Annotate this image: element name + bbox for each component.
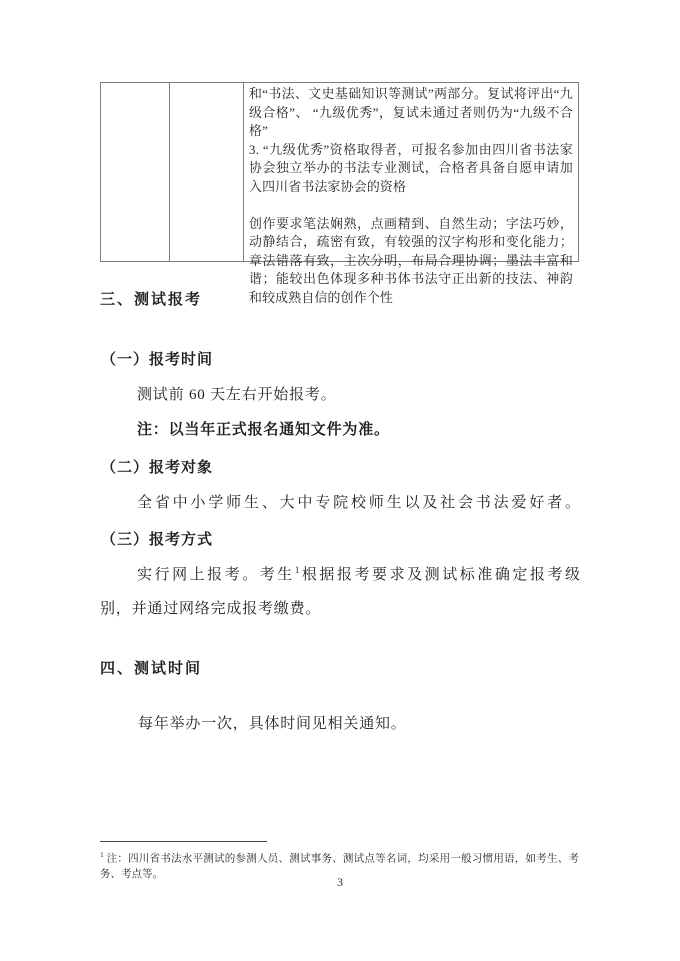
table-paragraph: 创作要求笔法娴熟，点画精到、自然生动；字法巧妙，动静结合，疏密有致，有较强的汉字构形和变化能力；章法错落有致，主次分明，布局合理协调；墨法丰富和谐；能较出色体现多种书体书法守正出新的技法、神韵和较成熟自信的创作个性	[249, 216, 573, 305]
table-cell-category	[170, 83, 244, 261]
body-text: 根据报考要求及测试标准确定报考级	[299, 567, 580, 583]
body-registration-method-line1	[137, 567, 580, 584]
footnote-marker: 1	[100, 850, 104, 859]
subheading-registration-target: （二）报考对象	[101, 460, 214, 476]
section-heading-test-registration: 三、测试报考	[100, 292, 203, 308]
footnote-separator-line	[100, 841, 267, 842]
subheading-registration-time: （一）报考时间	[101, 352, 214, 368]
body-test-time: 每年举办一次，具体时间见相关通知。	[138, 716, 407, 732]
table-paragraph: 3. “九级优秀”资格取得者，可报名参加由四川省书法家协会独立举办的书法专业测试，合格者具备自愿申请加入四川省书法家协会的资格	[249, 142, 573, 194]
note-registration-time: 注：以当年正式报名通知文件为准。	[137, 422, 390, 438]
body-registration-target: 全省中小学师生、大中专院校师生以及社会书法爱好者。	[137, 495, 580, 511]
table-cell-description	[244, 83, 578, 305]
section-heading-test-time: 四、测试时间	[100, 661, 203, 677]
page-number: 3	[337, 875, 343, 889]
table-cell-level	[101, 83, 170, 261]
footnote-reference-marker: 1	[294, 565, 300, 575]
subheading-registration-method: （三）报考方式	[101, 532, 214, 548]
table-paragraph: 和“书法、文史基础知识等测试”两部分。复试将评出“九级合格”、 “九级优秀”，复试未通过者则仍为“九级不合格”	[249, 87, 573, 138]
body-registration-method-line2: 别，并通过网络完成报考缴费。	[100, 601, 322, 617]
body-registration-time: 测试前 60 天左右开始报考。	[137, 387, 337, 403]
body-text: 实行网上报考。考生	[137, 567, 295, 583]
footnote-text: 注：四川省书法水平测试的参测人员、测试事务、测试点等名词，均采用一般习惯用语，如考生、考务、考点等。	[100, 853, 580, 880]
